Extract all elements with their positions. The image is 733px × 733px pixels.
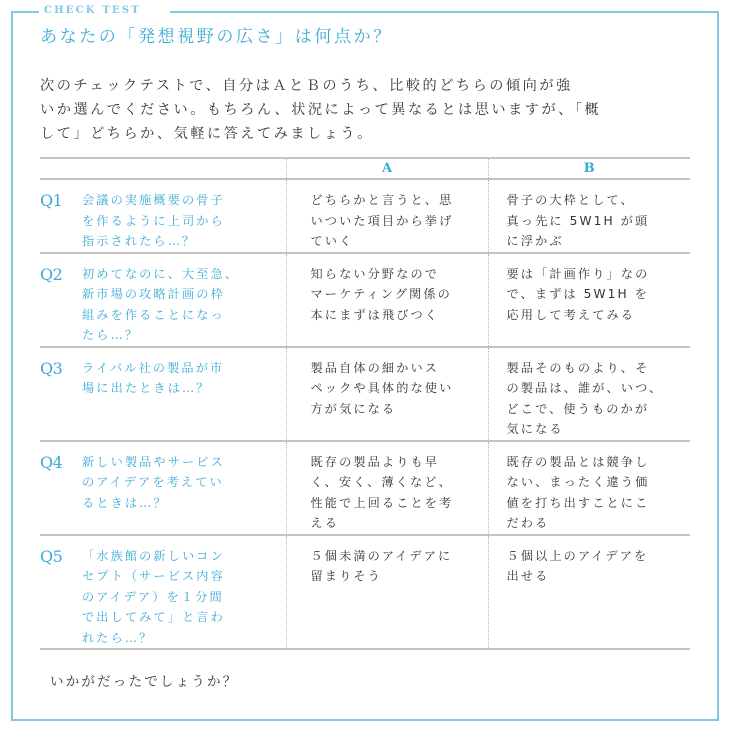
question-cell (40, 347, 286, 441)
answer-b-cell[interactable] (488, 347, 690, 441)
intro-line: いか選んでください。もちろん、状況によって異なるとは思いますが、「概 (40, 102, 602, 118)
question-number: Q5 (40, 546, 63, 566)
question-text: ライバル社の製品が市 場に出たときは…？ (82, 360, 225, 395)
table-row (40, 179, 690, 253)
answer-b-text: 既存の製品とは競争し ない、まったく違う価 値を打ち出すことにこ だわる (506, 454, 650, 530)
page-title: あなたの「発想視野の広さ」は何点か？ (40, 27, 393, 47)
question-text: 会議の実施概要の骨子 を作るように上司から 指示されたら…？ (82, 193, 225, 248)
answer-a-cell[interactable] (286, 441, 488, 535)
frame-top-rule-left (11, 11, 39, 13)
intro-paragraph (40, 74, 700, 146)
answer-b-text: 骨子の大枠として、 真っ先に 5W1H が頭 に浮かぶ (506, 193, 650, 248)
answer-b-text: 製品そのものより、そ の製品は、誰が、いつ、 どこで、使うものかが 気になる (506, 360, 664, 436)
column-header-a: A (286, 158, 488, 179)
question-number: Q4 (40, 452, 63, 472)
question-number: Q3 (40, 358, 63, 378)
closing-text: いかがだったでしょうか？ (50, 674, 239, 690)
question-text: 「水族館の新しいコン セプト（サービス内容 のアイデア）を１分間 で出してみて」と言わ れたら…？ (82, 548, 225, 645)
table-row (40, 535, 690, 650)
table-row (40, 347, 690, 441)
intro-line: して」どちらか、気軽に答えてみましょう。 (40, 126, 374, 142)
table-row (40, 441, 690, 535)
answer-a-text: どちらかと言うと、思 いついた項目から挙げ ていく (310, 193, 454, 248)
question-number: Q1 (40, 191, 63, 210)
answer-b-text: 要は「計画作り」なの で、まずは 5W1H を 応用して考えてみる (506, 266, 650, 322)
answer-a-text: 知らない分野なので マーケティング関係の 本にまずは飛びつく (310, 266, 452, 322)
answer-a-cell[interactable] (286, 179, 488, 253)
question-text: 新しい製品やサービス のアイデアを考えてい るときは…？ (82, 454, 225, 510)
answer-b-cell[interactable] (488, 535, 690, 650)
answer-a-text: 既存の製品よりも早 く、安く、薄くなど、 性能で上回ることを考 える (310, 454, 454, 530)
answer-b-cell[interactable] (488, 441, 690, 535)
question-cell (40, 441, 286, 535)
answer-b-cell[interactable] (488, 179, 690, 253)
table-row (40, 253, 690, 347)
column-header-b: B (488, 158, 690, 179)
table-header-row (40, 158, 690, 179)
column-header-question (40, 158, 286, 179)
question-cell (40, 179, 286, 253)
answer-a-cell[interactable] (286, 347, 488, 441)
check-test-label: CHECK TEST (44, 5, 141, 16)
intro-line: 次のチェックテストで、自分はＡとＢのうち、比較的どちらの傾向が強 (40, 78, 573, 94)
question-cell (40, 535, 286, 650)
answer-a-text: 製品自体の細かいス ペックや具体的な使い 方が気になる (310, 360, 454, 416)
question-text: 初めてなのに、大至急、 新市場の攻略計画の枠 組みを作ることになっ たら…？ (82, 266, 240, 342)
question-number: Q2 (40, 264, 63, 284)
frame-top-rule-right (170, 11, 719, 13)
answer-b-cell[interactable] (488, 253, 690, 347)
answer-a-cell[interactable] (286, 535, 488, 650)
question-cell (40, 253, 286, 347)
answer-a-cell[interactable] (286, 253, 488, 347)
answer-a-text: ５個未満のアイデアに 留まりそう (310, 548, 453, 583)
answer-b-text: ５個以上のアイデアを 出せる (506, 548, 649, 583)
check-table (40, 157, 690, 650)
